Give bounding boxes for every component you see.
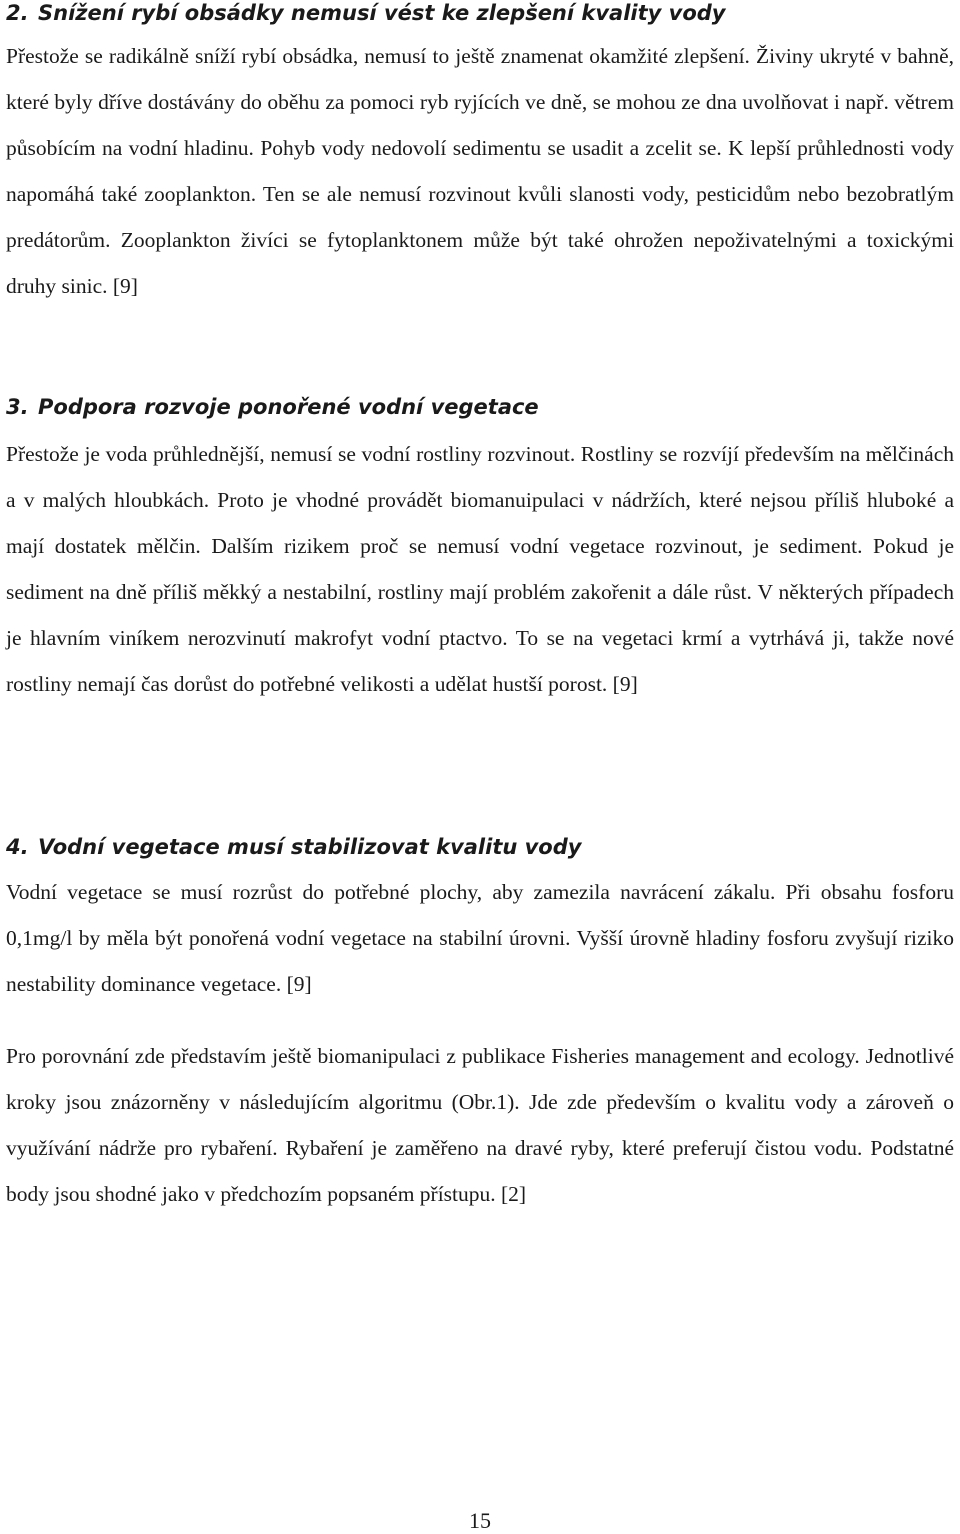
section-number: 3. bbox=[6, 395, 29, 419]
section-number: 4. bbox=[6, 835, 29, 859]
section-title: Snížení rybí obsádky nemusí vést ke zlepšení kvality vody bbox=[38, 1, 726, 25]
section-heading bbox=[6, 0, 726, 27]
section-heading bbox=[6, 393, 539, 421]
section-number: 2. bbox=[6, 1, 29, 25]
section-title: Vodní vegetace musí stabilizovat kvalitu vody bbox=[38, 835, 582, 859]
section-paragraph: Přestože se radikálně sníží rybí obsádka, nemusí to ještě znamenat okamžité zlepšení. Živiny ukryté v bahně, které byly dříve dostávány do oběhu za pomoci ryb ryjících ve dně, se mohou ze dna uvolňovat i např. větrem působícím na vodní hladinu. Pohyb vody nedovolí sedimentu se usadit a zcelit se. K lepší průhlednosti vody napomáhá také zooplankton. Ten se ale nemusí rozvinout kvůli slanosti vody, pesticidům nebo bezobratlým predátorům. Zooplankton živíci se fytoplanktonem může být také ohrožen nepoživatelnými a toxickými druhy sinic. [9] bbox=[6, 44, 954, 298]
section-heading bbox=[6, 833, 581, 861]
page-number: 15 bbox=[469, 1508, 491, 1533]
section-title: Podpora rozvoje ponořené vodní vegetace bbox=[38, 395, 539, 419]
section-paragraph: Přestože je voda průhlednější, nemusí se vodní rostliny rozvinout. Rostliny se rozvíjí především na mělčinách a v malých hloubkách. Proto je vhodné provádět biomanuipulaci v nádržích, které nejsou příliš hluboké a mají dostatek mělčin. Dalším rizikem proč se nemusí vodní vegetace rozvinout, je sediment. Pokud je sediment na dně příliš měkký a nestabilní, rostliny mají problém zakořenit a dále růst. V některých případech je hlavním viníkem nerozvinutí makrofyt vodní ptactvo. To se na vegetaci krmí a vytrhává ji, takže nové rostliny nemají čas dorůst do potřebné velikosti a udělat hustší porost. [9] bbox=[6, 442, 954, 696]
closing-paragraph: Pro porovnání zde představím ještě biomanipulaci z publikace Fisheries management and ecology. Jednotlivé kroky jsou znázorněny v následujícím algoritmu (Obr.1). Jde zde především o kvalitu vody a zároveň o využívání nádrže pro rybaření. Rybaření je zaměřeno na dravé ryby, které preferují čistou vodu. Podstatné body jsou shodné jako v předchozím popsaném přístupu. [2] bbox=[6, 1044, 954, 1206]
section-paragraph: Vodní vegetace se musí rozrůst do potřebné plochy, aby zamezila navrácení zákalu. Při obsahu fosforu 0,1mg/l by měla být ponořená vodní vegetace na stabilní úrovni. Vyšší úrovně hladiny fosforu zvyšují riziko nestability dominance vegetace. [9] bbox=[6, 880, 954, 996]
